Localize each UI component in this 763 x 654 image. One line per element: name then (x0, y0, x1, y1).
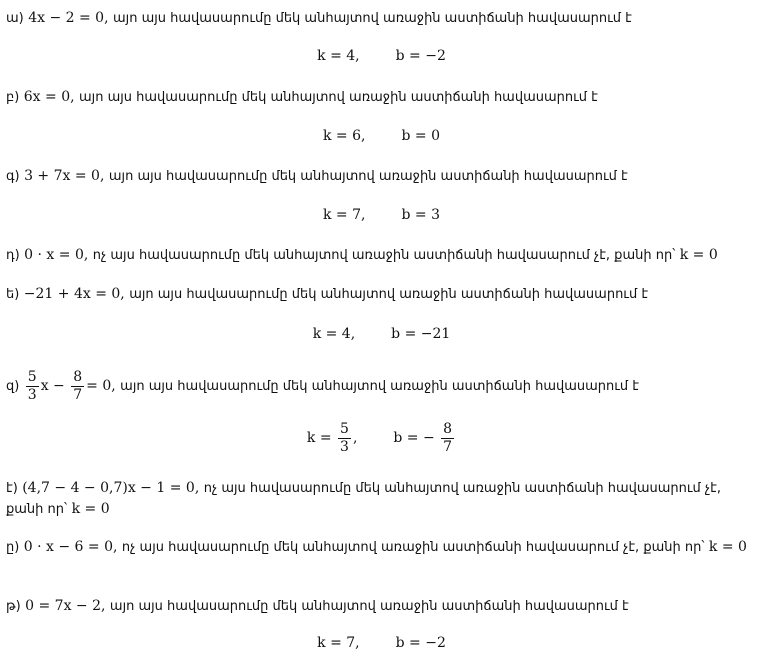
equation: (4,7 − 4 − 0,7)x − 1 = 0, (22, 480, 200, 496)
b-prefix: b = − (393, 430, 435, 446)
k-prefix: k = (306, 430, 332, 446)
equation-middle: x − (40, 378, 65, 394)
item-label: գ) (6, 169, 20, 184)
k-value: k = 7, (317, 635, 360, 651)
k-value: k = 0 (708, 539, 747, 555)
equation: 4x − 2 = 0, (28, 10, 109, 26)
equation: 3 + 7x = 0, (24, 168, 105, 184)
item-label: զ) (6, 379, 20, 394)
item-label: ե) (6, 287, 20, 302)
item-label: ա) (6, 11, 24, 26)
fraction-denominator: 3 (340, 438, 349, 455)
statement-text: այո այս հավասարումը մեկ անհայտով առաջին աստիճանի հավասարում է (120, 379, 639, 394)
fraction-denominator: 7 (73, 386, 83, 403)
k-value: k = 0 (679, 247, 718, 263)
k-value: k = 0 (71, 501, 110, 517)
fraction-5-3 (26, 369, 39, 404)
b-value: b = −2 (395, 635, 446, 651)
statement-text: այո այս հավասարումը մեկ անհայտով առաջին աստիճանի հավասարում է (79, 90, 598, 105)
statement-text: այո այս հավասարումը մեկ անհայտով առաջին աստիճանի հավասարում է (109, 599, 629, 614)
statement-text: ոչ այս հավասարումը մեկ անհայտով առաջին աստիճանի հավասարում չէ, քանի որ՝ (121, 540, 705, 555)
fraction-numerator: 5 (340, 420, 349, 437)
fraction-denominator: 3 (27, 386, 37, 403)
statement-text: ոչ այս հավասարումը մեկ անհայտով առաջին աստիճանի հավասարում չէ, քանի որ՝ (6, 481, 721, 517)
b-value: b = −2 (395, 48, 446, 64)
item-a-line (6, 9, 759, 28)
item-f-line (6, 368, 759, 405)
b-value: b = 0 (401, 128, 440, 144)
item-e-coefficients (0, 325, 763, 344)
item-c-coefficients (0, 206, 763, 225)
item-e-line (6, 285, 759, 304)
item-label: է) (6, 481, 18, 496)
item-label: բ) (6, 90, 20, 105)
b-fraction (441, 421, 454, 456)
item-d-line (6, 246, 759, 265)
statement-text: այո այս հավասարումը մեկ անհայտով առաջին աստիճանի հավասարում է (129, 287, 649, 302)
item-i-line (6, 597, 759, 616)
statement-text: այո այս հավասարումը մեկ անհայտով առաջին աստիճանի հավասարում է (113, 11, 632, 26)
k-value: k = 7, (323, 207, 366, 223)
item-i-coefficients (0, 634, 763, 653)
equation-tail: = 0, (86, 378, 116, 394)
fraction-numerator: 8 (73, 368, 83, 385)
statement-text: այո այս հավասարումը մեկ անհայտով առաջին աստիճանի հավասարում է (108, 169, 628, 184)
item-b-line (6, 88, 759, 107)
fraction-8-7 (71, 369, 84, 404)
k-value: k = 6, (323, 128, 366, 144)
item-f-coefficients (0, 420, 763, 456)
equation: 0 · x − 6 = 0, (23, 539, 118, 555)
k-fraction (338, 421, 351, 456)
item-a-coefficients (0, 47, 763, 66)
item-h-line (6, 537, 759, 558)
statement-text: ոչ այս հավասարումը մեկ անհայտով առաջին աստիճանի հավասարում չէ, քանի որ՝ (92, 248, 676, 263)
b-value: b = 3 (401, 207, 440, 223)
k-comma: , (352, 430, 358, 446)
b-value: b = −21 (391, 326, 451, 342)
item-label: ը) (6, 540, 20, 555)
item-b-coefficients (0, 127, 763, 146)
item-g-line (6, 478, 759, 520)
equation: 6x = 0, (23, 89, 75, 105)
fraction-numerator: 5 (27, 368, 37, 385)
k-value: k = 4, (317, 48, 360, 64)
k-value: k = 4, (312, 326, 356, 342)
equation: 0 = 7x − 2, (25, 598, 106, 614)
fraction-numerator: 8 (443, 420, 453, 437)
item-label: դ) (6, 248, 20, 263)
item-c-line (6, 167, 759, 186)
item-label: թ) (6, 599, 21, 614)
equation: −21 + 4x = 0, (23, 286, 125, 302)
equation: 0 · x = 0, (24, 247, 89, 263)
fraction-denominator: 7 (443, 438, 453, 455)
